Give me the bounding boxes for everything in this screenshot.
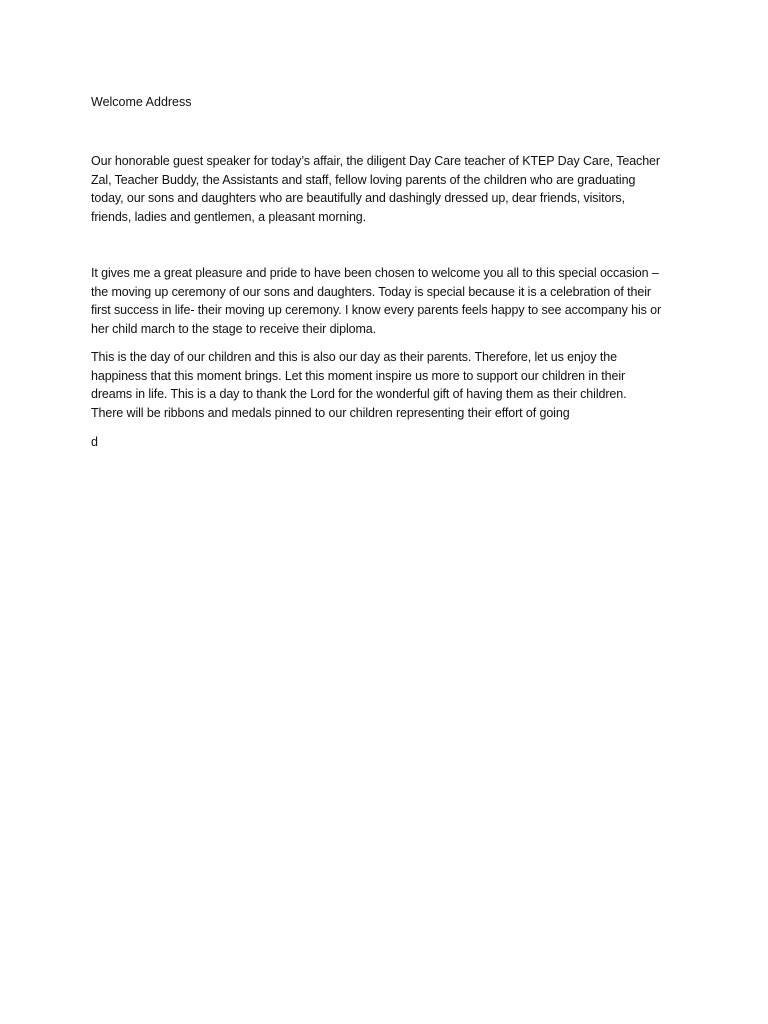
paragraph-line: It gives me a great pleasure and pride to have been chosen to welcome you all to this special occasion – <box>91 266 659 280</box>
paragraph-line: There will be ribbons and medals pinned to our children representing their effort of going <box>91 405 570 420</box>
paragraph-line: This is the day of our children and this is also our day as their parents. Therefore, let us enjoy the <box>91 350 617 364</box>
paragraph-line: dreams in life. This is a day to thank the Lord for the wonderful gift of having them as their children. <box>91 387 627 401</box>
paragraph-greeting <box>91 152 687 226</box>
paragraph-line: Zal, Teacher Buddy, the Assistants and staff, fellow loving parents of the children who are graduating <box>91 172 636 187</box>
paragraph-occasion <box>91 264 687 338</box>
trailing-text: d <box>91 435 98 449</box>
paragraph-line: friends, ladies and gentlemen, a pleasant morning. <box>91 209 367 224</box>
paragraph-line: happiness that this moment brings. Let this moment inspire us more to support our children in their <box>91 368 626 383</box>
paragraph-line: Our honorable guest speaker for today’s affair, the diligent Day Care teacher of KTEP Day Care, Teacher <box>91 154 660 168</box>
paragraph-day-of-children <box>91 348 687 422</box>
paragraph-line: the moving up ceremony of our sons and daughters. Today is special because it is a celebration of their <box>91 284 651 299</box>
paragraph-line: today, our sons and daughters who are beautifully and dashingly dressed up, dear friends, visitors, <box>91 191 625 205</box>
paragraph-line: her child march to the stage to receive their diploma. <box>91 321 377 336</box>
document-title: Welcome Address <box>91 95 192 109</box>
paragraph-line: first success in life- their moving up ceremony. I know every parents feels happy to see accompany his or <box>91 303 662 317</box>
